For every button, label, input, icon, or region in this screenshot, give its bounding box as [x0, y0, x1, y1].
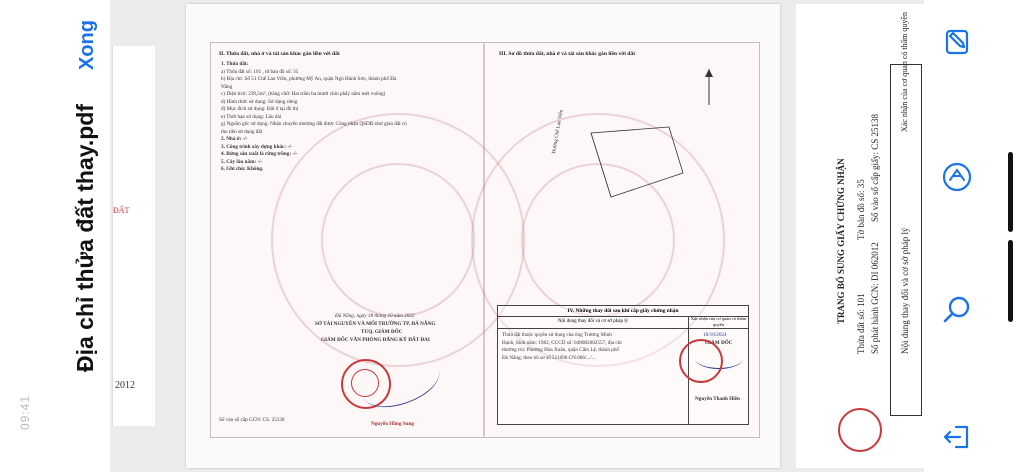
page-fold: [483, 43, 485, 437]
supplement-title: TRANG BỔ SUNG GIẤY CHỨNG NHẬN: [836, 158, 846, 324]
land-info-line: d) Hình thức sử dụng: Sử dụng riêng: [221, 98, 298, 105]
previous-page[interactable]: [112, 46, 155, 426]
certificate-paper: [210, 42, 760, 438]
street-label: Đường Chế Lan Viên: [551, 109, 565, 155]
gcn-number: Số vào sổ cấp GCN: CS. 25138: [219, 417, 285, 423]
sign-date: Đà Nẵng, ngày 18 tháng 10 năm 2022: [335, 313, 415, 319]
land-info-line: c) Diện tích: 239,5m², (bằng chữ: Hai trăm ba mươi chín phẩy năm mét vuông): [221, 91, 386, 98]
changes-title: IV. Những thay đổi sau khi cấp giấy chứng nhận: [498, 306, 748, 317]
land-info-line: 5. Cây lâu năm: -/-: [221, 158, 263, 165]
status-time: 09:41: [18, 394, 32, 430]
supplement-gcn-book: Số vào sổ cấp giấy: CS 25138: [870, 114, 880, 222]
land-info-line: g) Nguồn gốc sử dụng: Nhận chuyển nhượng đất được Công nhận QSDĐ như giao đất có: [221, 121, 407, 128]
land-info-line: e) Thời hạn sử dụng: Lâu dài: [221, 113, 282, 120]
sign-org: SỞ TÀI NGUYÊN VÀ MÔI TRƯỜNG TP. ĐÀ NẴNG: [315, 321, 436, 327]
change-line: Hạnh, Sinh năm: 1982, CCCD số: 048082002557, địa chỉ: [502, 339, 622, 346]
changes-content: [498, 329, 688, 365]
change-line: thường trú: Phường Hòa Xuân, quận Cẩm Lệ, thành phố: [502, 347, 620, 354]
land-info-line: thu tiền sử dụng đất: [221, 128, 263, 135]
prev-page-red-text: ĐẤT: [113, 206, 130, 215]
changes-col2-header: Xác nhận của cơ quan có thẩm quyền: [690, 316, 747, 327]
change-date: 18/10/2024: [703, 332, 727, 338]
section-ii-title: II. Thửa đất, nhà ở và tài sản khác gắn liền với đất: [219, 51, 340, 57]
left-header-bar: [0, 0, 110, 472]
done-button[interactable]: Xong: [76, 20, 98, 70]
land-info: [221, 61, 407, 174]
document-page[interactable]: [186, 4, 780, 468]
supplement-page[interactable]: [796, 4, 924, 468]
land-info-line: 6. Ghi chú: Không.: [221, 166, 264, 173]
search-icon[interactable]: [940, 292, 974, 326]
drum-pattern-left-inner: [321, 163, 475, 317]
change-line: Thửa đất thuộc quyền sử dụng của ông Trương Minh: [502, 332, 612, 338]
changes-col1-header: Nội dung thay đổi và cơ sở pháp lý: [498, 316, 688, 329]
edit-icon[interactable]: [940, 24, 974, 58]
land-info-line: 3. Công trình xây dựng khác: -/-: [221, 143, 293, 150]
supplement-parcel: Thửa đất số: 101: [856, 293, 866, 354]
document-title: Địa chỉ thửa đất thay.pdf: [72, 104, 98, 372]
land-info-line: đ) Mục đích sử dụng: Đất ở tại đô thị: [221, 106, 299, 113]
supplement-map-sheet: Tờ bản đồ số: 35: [856, 179, 866, 240]
right-toolbar: [924, 0, 1024, 472]
north-arrow-icon: [703, 67, 715, 107]
land-info-line: Nẵng: [221, 83, 233, 90]
sign-director: GIÁM ĐỐC VĂN PHÒNG ĐĂNG KÝ ĐẤT ĐAI: [321, 337, 430, 343]
change-director: GIÁM ĐỐC: [705, 340, 733, 346]
prev-page-year: 2012: [115, 380, 135, 391]
land-parcel-diagram: [571, 113, 691, 203]
supplement-col1: Nội dung thay đổi và cơ sở pháp lý: [900, 227, 910, 354]
land-info-line: 2. Nhà ở: -/-: [221, 136, 248, 143]
share-icon[interactable]: [940, 420, 974, 454]
land-info-line: 4. Rừng sản xuất là rừng trồng: -/-: [221, 151, 298, 158]
land-info-line: 1. Thửa đất:: [221, 61, 249, 67]
scroll-indicator-top[interactable]: [1008, 152, 1013, 232]
change-red-stamp: [679, 339, 723, 383]
change-signer: Nguyễn Thanh Hiền: [695, 396, 740, 402]
scroll-indicator-bottom[interactable]: [1008, 240, 1013, 322]
land-info-line: a) Thửa đất số: 101 , tờ bản đồ số: 35: [221, 68, 299, 75]
signer-name: Nguyễn Hồng Sung: [371, 421, 414, 427]
supplement-col2: Xác nhận của cơ quan có thẩm quyền: [900, 12, 909, 132]
sign-tuq: TUQ. GIÁM ĐỐC: [361, 329, 403, 335]
supplement-red-stamp: [838, 408, 882, 452]
change-line: Đà Nẵng; theo hồ sơ số 511690.CN.006/.../...: [502, 354, 596, 361]
land-info-line: b) Địa chỉ: Số 51 Chế Lan Viên, phường Mỹ An, quận Ngũ Hành Sơn, thành phố Đà: [221, 76, 397, 83]
section-iii-title: III. Sơ đồ thửa đất, nhà ở và tài sản khác gắn liền với đất: [499, 51, 636, 57]
supplement-gcn-issue: Số phát hành GCN: DI 062012: [870, 242, 880, 354]
markup-icon[interactable]: [940, 160, 974, 194]
